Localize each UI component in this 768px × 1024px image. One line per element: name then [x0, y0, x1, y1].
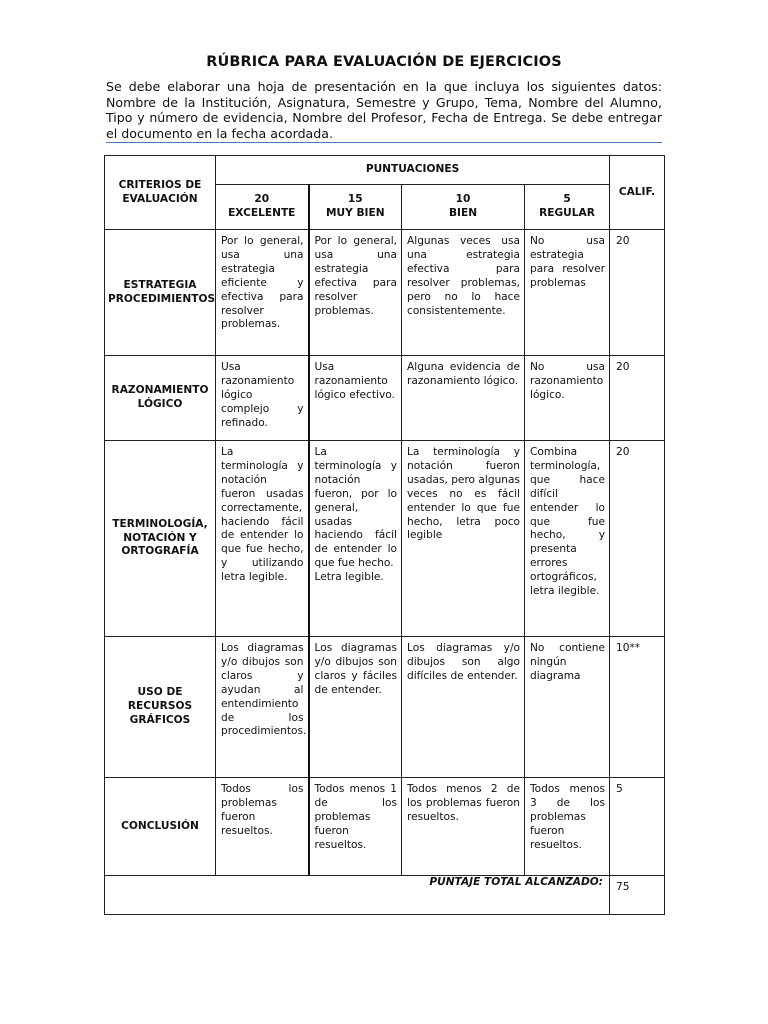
descriptor-cell: Usa razonamiento lógico complejo y refinado. [216, 356, 309, 441]
descriptor-extra-line: Letra legible. [314, 571, 384, 584]
total-row [105, 876, 665, 915]
criterion-cell: ESTRATEGIA PROCEDIMIENTOS [105, 230, 216, 356]
scores-header: PUNTUACIONES [216, 156, 610, 185]
table-row [105, 637, 665, 778]
descriptor-cell: Usa razonamiento lógico efectivo. [309, 356, 402, 441]
descriptor-cell: Alguna evidencia de razonamiento lógico. [402, 356, 525, 441]
table-row [105, 356, 665, 441]
descriptor-cell: No usa razonamiento lógico. [525, 356, 610, 441]
level-points: 20 [254, 193, 270, 206]
score-cell: 20 [610, 356, 665, 441]
divider-line [106, 142, 662, 143]
level-header-excelente [216, 185, 309, 230]
descriptor-cell: Algunas veces usa una estrategia efectiva para resolver problemas, pero no lo hace consistentemente. [402, 230, 525, 356]
descriptor-cell: Por lo general, usa una estrategia eficiente y efectiva para resolver problemas. [216, 230, 309, 356]
descriptor-cell: No contiene ningún diagrama [525, 637, 610, 778]
descriptor-cell [309, 441, 402, 637]
level-points: 10 [455, 193, 471, 206]
descriptor-cell: La terminología y notación fueron usadas, pero algunas veces no es fácil entender lo que fue hecho, letra poco legible [402, 441, 525, 637]
descriptor-cell: Los diagramas y/o dibujos son claros y fáciles de entender. [309, 637, 402, 778]
descriptor-cell: Todos menos 2 de los problemas fueron resueltos. [402, 778, 525, 876]
calif-header: CALIF. [610, 156, 665, 230]
page-title: RÚBRICA PARA EVALUACIÓN DE EJERCICIOS [206, 54, 562, 70]
descriptor-cell: Los diagramas y/o dibujos son algo difíciles de entender. [402, 637, 525, 778]
descriptor-cell: Combina terminología, que hace difícil entender lo que fue hecho, y presenta errores ortográficos, letra ilegible. [525, 441, 610, 637]
descriptor-cell: Todos los problemas fueron resueltos. [216, 778, 309, 876]
descriptor-cell: La terminología y notación fueron usadas correctamente, haciendo fácil de entender lo que fue hecho, y utilizando letra legible. [216, 441, 309, 637]
table-row [105, 778, 665, 876]
criterion-cell: CONCLUSIÓN [105, 778, 216, 876]
descriptor-cell: Los diagramas y/o dibujos son claros y ayudan al entendimiento de los procedimientos. [216, 637, 309, 778]
level-header-bien [402, 185, 525, 230]
level-name: MUY BIEN [325, 207, 385, 219]
table-row [105, 230, 665, 356]
level-header-regular [525, 185, 610, 230]
total-label: PUNTAJE TOTAL ALCANZADO: [105, 876, 610, 915]
table-row [105, 441, 665, 637]
level-name: BIEN [448, 207, 478, 219]
descriptor-cell: Todos menos 3 de los problemas fueron resueltos. [525, 778, 610, 876]
score-cell: 20 [610, 441, 665, 637]
criterion-cell: TERMINOLOGÍA, NOTACIÓN Y ORTOGRAFÍA [105, 441, 216, 637]
level-name: EXCELENTE [228, 207, 296, 219]
score-cell: 5 [610, 778, 665, 876]
total-score: 75 [610, 876, 665, 915]
score-cell: 10** [610, 637, 665, 778]
instructions-paragraph: Se debe elaborar una hoja de presentación en la que incluya los siguientes datos: Nombre de la Institución, Asignatura, Semestre y Grupo, Tema, Nombre del Alumno, Tipo y número de evidencia, Nombre del Profesor, Fecha de Entrega. Se debe entregar el documento en la fecha acordada. [106, 79, 662, 142]
descriptor-text: La terminología y notación fueron, por lo general, usadas haciendo fácil de entender lo que fue hecho. [314, 446, 397, 570]
level-points: 5 [563, 193, 571, 206]
descriptor-cell: Todos menos 1 de los problemas fueron resueltos. [309, 778, 402, 876]
level-header-muy-bien [309, 185, 402, 230]
rubric-table [104, 155, 665, 915]
criteria-header: CRITERIOS DE EVALUACIÓN [105, 156, 216, 230]
score-cell: 20 [610, 230, 665, 356]
descriptor-cell: Por lo general, usa una estrategia efectiva para resolver problemas. [309, 230, 402, 356]
level-points: 15 [347, 193, 363, 206]
criterion-cell: USO DE RECURSOS GRÁFICOS [105, 637, 216, 778]
descriptor-cell: No usa estrategia para resolver problemas [525, 230, 610, 356]
criterion-cell: RAZONAMIENTO LÓGICO [105, 356, 216, 441]
level-name: REGULAR [539, 207, 595, 219]
